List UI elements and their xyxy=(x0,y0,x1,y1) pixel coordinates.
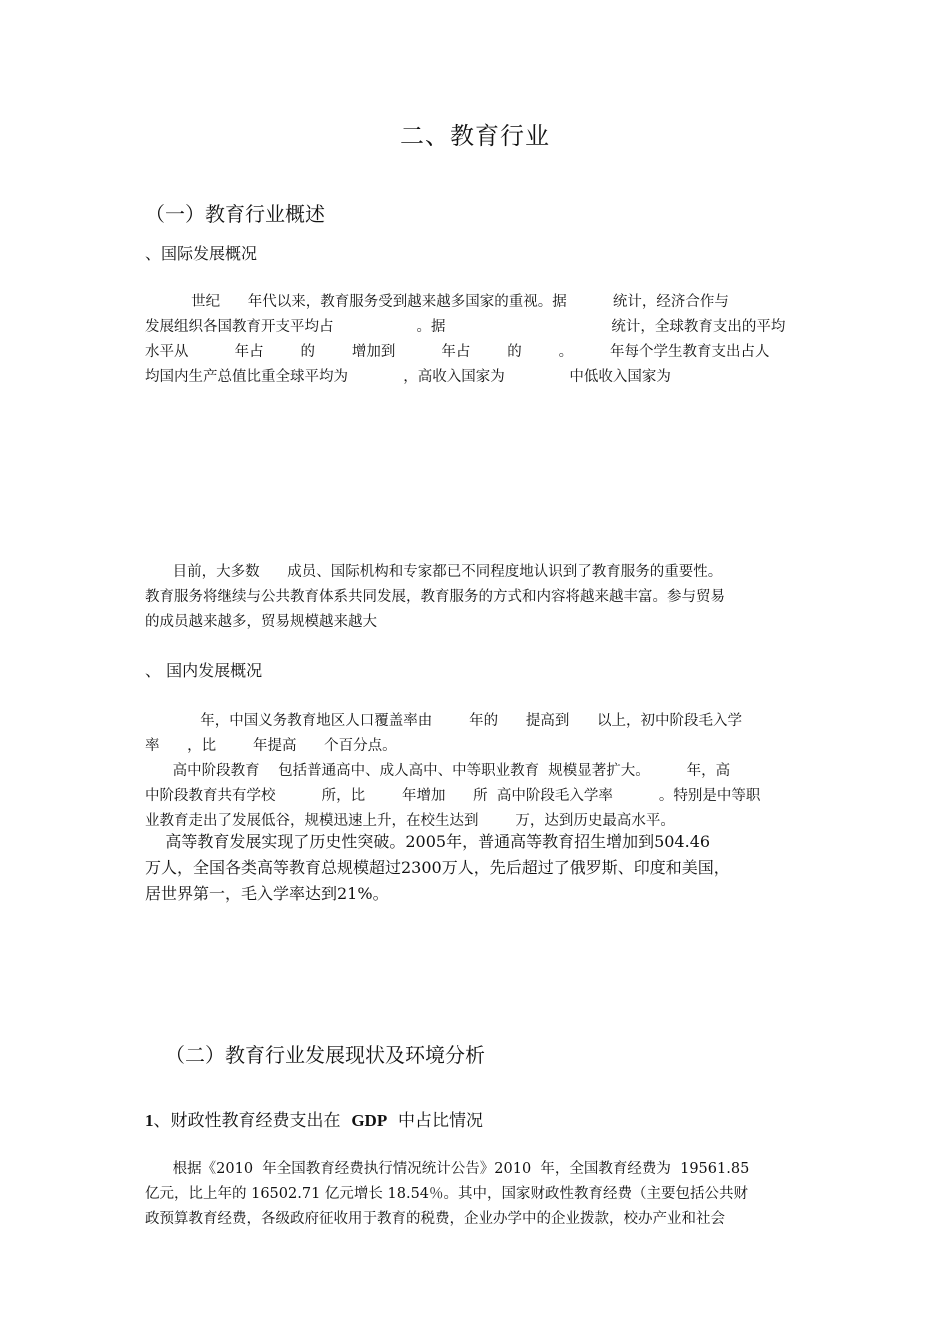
text-line: 率 ，比 年提高 个百分点。 xyxy=(145,738,397,754)
text-line: 教育服务将继续与公共教育体系共同发展，教育服务的方式和内容将越来越丰富。参与贸易 xyxy=(145,589,725,605)
subheading-domestic: 、 国内发展概况 xyxy=(145,661,263,680)
text-line: 政预算教育经费，各级政府征收用于教育的税费，企业办学中的企业拨款，校办产业和社会 xyxy=(145,1211,725,1227)
subheading-fiscal-gdp xyxy=(145,1106,810,1131)
paragraph-high-school xyxy=(145,759,810,834)
text-line: 发展组织各国教育开支平均占 。据 统计，全球教育支出的平均 xyxy=(145,319,786,335)
paragraph-education-funding xyxy=(145,1157,810,1232)
section-heading-overview: （一）教育行业概述 xyxy=(145,202,325,226)
subheading-text-a: 、财政性教育经费支出在 xyxy=(153,1111,352,1131)
text-line: 亿元，比上年的 16502.71 亿元增长 18.54％。其中，国家财政性教育经费（主要包括公共财 xyxy=(145,1186,749,1202)
text-line: 均国内生产总值比重全球平均为 ，高收入国家为 中低收入国家为 xyxy=(145,369,671,385)
text-line: 高中阶段教育 包括普通高中、成人高中、中等职业教育 规模显著扩大。 年，高 xyxy=(145,763,731,779)
text-line: 万人，全国各类高等教育总规模超过2300万人，先后超过了俄罗斯、印度和美国， xyxy=(145,858,730,877)
paragraph-higher-education xyxy=(145,829,810,907)
subheading-gdp: GDP xyxy=(351,1111,388,1130)
text-line: 根据《2010 年全国教育经费执行情况统计公告》2010 年，全国教育经费为 19561.85 xyxy=(145,1161,750,1177)
text-line: 世纪 年代以来，教育服务受到越来越多国家的重视。据 统计，经济合作与 xyxy=(145,294,729,310)
text-line: 的成员越来越多，贸易规模越来越大 xyxy=(145,614,377,630)
paragraph-trade xyxy=(145,560,810,635)
text-line: 目前，大多数 成员、国际机构和专家都已不同程度地认识到了教育服务的重要性。 xyxy=(145,564,723,580)
text-line: 业教育走出了发展低谷，规模迅速上升，在校生达到 万，达到历史最高水平。 xyxy=(145,813,675,829)
text-line: 水平从 年占 的 增加到 年占 的 。 年每个学生教育支出占人 xyxy=(145,344,770,360)
document-title: 二、教育行业 xyxy=(400,122,550,150)
subheading-international: 、国际发展概况 xyxy=(145,244,258,263)
paragraph-compulsory xyxy=(145,709,810,759)
paragraph-international xyxy=(145,290,810,390)
section-heading-status: （二）教育行业发展现状及环境分析 xyxy=(165,1043,485,1067)
text-line: 年，中国义务教育地区人口覆盖率由 年的 提高到 以上，初中阶段毛入学 xyxy=(145,713,742,729)
text-line: 居世界第一，毛入学率达到21%。 xyxy=(145,884,389,903)
text-line: 高等教育发展实现了历史性突破。2005年，普通高等教育招生增加到504.46 xyxy=(145,832,711,851)
subheading-text-b: 中占比情况 xyxy=(387,1111,484,1131)
text-line: 中阶段教育共有学校 所，比 年增加 所 高中阶段毛入学率 。特别是中等职 xyxy=(145,788,761,804)
subheading-number: 1 xyxy=(145,1111,154,1130)
